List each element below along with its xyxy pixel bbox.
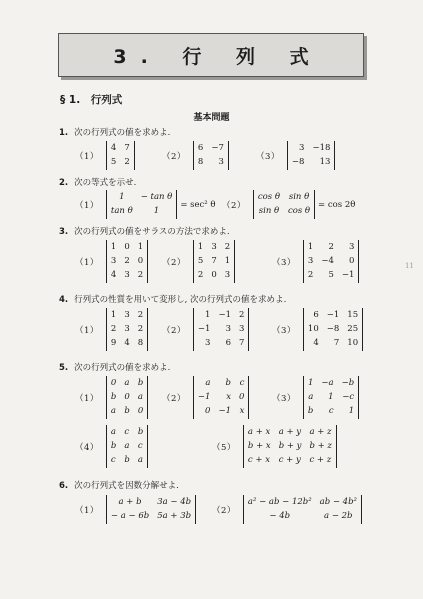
determinant xyxy=(243,495,362,524)
problem-5-item-1 xyxy=(75,376,148,419)
matrix-entry: a xyxy=(124,378,130,388)
determinant xyxy=(253,190,315,219)
matrix-entry: 2 xyxy=(110,324,117,334)
matrix-entry: sin θ xyxy=(258,206,280,216)
matrix-entry: 3 xyxy=(348,242,355,252)
matrix-entry: − 4b xyxy=(269,511,291,521)
problem-5-item-3 xyxy=(272,376,359,419)
matrix-entry: 7 xyxy=(124,143,130,153)
matrix-entry: 10 xyxy=(347,338,359,348)
problem-statement: 次の等式を示せ. xyxy=(74,178,137,188)
matrix-entry: x xyxy=(239,406,245,416)
matrix-entry: a + x xyxy=(247,427,271,437)
problem-5-item-2 xyxy=(162,376,249,419)
matrix-entry: ab − 4b² xyxy=(319,497,357,507)
matrix-entry: 2 xyxy=(137,324,144,334)
matrix-entry: 3 xyxy=(299,143,305,153)
matrix-entry: c xyxy=(137,441,143,451)
item-label: （1） xyxy=(75,151,99,162)
determinant xyxy=(303,376,359,419)
matrix-entry: −4 xyxy=(321,256,334,266)
matrix-entry: a xyxy=(137,455,143,465)
matrix-entry: c xyxy=(239,378,245,388)
matrix-entry: b xyxy=(225,378,231,388)
problem-number: 5. xyxy=(59,363,69,373)
matrix-entry: 1 xyxy=(153,206,160,216)
matrix-entry: b xyxy=(110,392,117,402)
matrix-entry: a xyxy=(137,392,143,402)
matrix-entry: 3 xyxy=(124,310,130,320)
matrix-entry: 3 xyxy=(224,270,231,280)
matrix-entry: a + y xyxy=(278,427,302,437)
matrix-entry: 0 xyxy=(110,378,117,388)
matrix-entry: −a xyxy=(321,378,334,388)
problem-1-item-3 xyxy=(256,141,335,170)
item-label: （2） xyxy=(162,393,186,404)
matrix-entry: 3 xyxy=(218,157,224,167)
matrix-entry: −18 xyxy=(312,143,331,153)
matrix-entry: a xyxy=(124,441,130,451)
matrix-entry: b xyxy=(137,378,144,388)
matrix-entry: −1 xyxy=(218,406,231,416)
item-label: （3） xyxy=(272,393,296,404)
side-mark: 11 xyxy=(405,262,414,270)
matrix-entry: 2 xyxy=(328,242,334,252)
equation-rhs: = sec² θ xyxy=(180,199,216,210)
item-label: （2） xyxy=(212,505,236,516)
item-label: （2） xyxy=(162,257,186,268)
matrix-entry: b + y xyxy=(278,441,302,451)
problem-number: 4. xyxy=(59,295,69,305)
chapter-title: 3. 行 列 式 xyxy=(113,45,323,68)
matrix-entry: 2 xyxy=(124,256,130,266)
matrix-entry: 2 xyxy=(238,310,245,320)
problem-3-item-1 xyxy=(75,240,148,283)
matrix-entry: 8 xyxy=(137,338,144,348)
matrix-entry: 3 xyxy=(225,324,231,334)
matrix-entry: c + x xyxy=(247,455,271,465)
problem-5-item-4 xyxy=(75,425,148,468)
matrix-entry: a xyxy=(308,392,314,402)
problem-5-heading xyxy=(59,361,170,373)
matrix-entry: −8 xyxy=(291,157,305,167)
matrix-entry: 0 xyxy=(211,270,217,280)
item-label: （2） xyxy=(162,151,186,162)
matrix-entry: 6 xyxy=(313,310,319,320)
matrix-entry: 1 xyxy=(110,242,117,252)
item-label: （3） xyxy=(256,151,280,162)
matrix-entry: 0 xyxy=(348,256,355,266)
equation-rhs: = cos 2θ xyxy=(318,199,356,210)
matrix-entry: 1 xyxy=(348,406,355,416)
matrix-entry: a xyxy=(110,406,116,416)
item-label: （1） xyxy=(75,505,99,516)
matrix-entry: a + z xyxy=(309,427,332,437)
problem-1-item-2 xyxy=(162,141,229,170)
matrix-entry: b xyxy=(124,406,130,416)
matrix-entry: 0 xyxy=(137,406,144,416)
problem-2-item-2 xyxy=(222,190,355,219)
matrix-entry: 10 xyxy=(307,324,319,334)
matrix-entry: 2 xyxy=(224,242,231,252)
item-label: （4） xyxy=(75,442,99,453)
matrix-entry: b xyxy=(124,455,130,465)
matrix-entry: c xyxy=(124,427,130,437)
matrix-entry: c xyxy=(110,455,116,465)
matrix-entry: c + y xyxy=(278,455,301,465)
determinant xyxy=(106,376,148,419)
item-label: （5） xyxy=(212,442,236,453)
item-label: （3） xyxy=(272,257,296,268)
matrix-entry: a + b xyxy=(118,497,142,507)
item-label: （1） xyxy=(75,325,99,336)
matrix-entry: 1 xyxy=(224,256,231,266)
matrix-entry: −1 xyxy=(197,392,211,402)
matrix-entry: 3 xyxy=(110,256,117,266)
matrix-entry: 1 xyxy=(307,378,314,388)
matrix-entry: 13 xyxy=(319,157,331,167)
matrix-entry: 5 xyxy=(328,270,334,280)
problem-statement: 次の行列式を因数分解せよ. xyxy=(74,481,179,491)
determinant xyxy=(243,425,337,468)
matrix-entry: b xyxy=(307,406,314,416)
item-label: （2） xyxy=(222,200,246,211)
matrix-entry: 1 xyxy=(205,310,211,320)
matrix-entry: 4 xyxy=(124,338,130,348)
problem-4-heading xyxy=(59,293,286,305)
matrix-entry: 1 xyxy=(307,242,314,252)
determinant xyxy=(303,308,363,351)
item-label: （1） xyxy=(75,257,99,268)
problem-3-item-3 xyxy=(272,240,359,283)
determinant xyxy=(106,495,196,524)
determinant xyxy=(106,308,148,351)
matrix-entry: −1 xyxy=(197,324,211,334)
problem-3-item-2 xyxy=(162,240,235,283)
item-label: （1） xyxy=(75,393,99,404)
matrix-entry: −1 xyxy=(341,270,355,280)
matrix-entry: 4 xyxy=(313,338,319,348)
chapter-banner xyxy=(58,33,364,77)
matrix-entry: 2 xyxy=(137,310,144,320)
matrix-entry: 3 xyxy=(238,324,245,334)
problem-3-heading xyxy=(59,225,230,237)
matrix-entry: 2 xyxy=(124,157,130,167)
matrix-entry: 1 xyxy=(119,192,125,202)
matrix-entry: tan θ xyxy=(110,206,133,216)
section-title: § 1. 行列式 xyxy=(60,94,123,106)
matrix-entry: 3 xyxy=(124,324,130,334)
determinant xyxy=(106,190,177,219)
matrix-entry: c xyxy=(328,406,334,416)
matrix-entry: 3 xyxy=(307,256,314,266)
matrix-entry: a xyxy=(110,427,116,437)
matrix-entry: 1 xyxy=(328,392,334,402)
determinant xyxy=(193,376,249,419)
problem-4-item-3 xyxy=(272,308,363,351)
matrix-entry: 0 xyxy=(238,392,245,402)
problem-number: 1. xyxy=(59,128,69,138)
matrix-entry: 3 xyxy=(205,338,211,348)
determinant xyxy=(287,141,335,170)
item-label: （3） xyxy=(272,325,296,336)
matrix-entry: 1 xyxy=(137,242,144,252)
problem-number: 6. xyxy=(59,481,69,491)
problem-1-heading xyxy=(59,126,170,138)
matrix-entry: 9 xyxy=(110,338,117,348)
matrix-entry: x xyxy=(226,392,231,402)
matrix-entry: sin θ xyxy=(288,192,310,202)
matrix-entry: − a − 6b xyxy=(110,511,150,521)
matrix-entry: a² − ab − 12b² xyxy=(247,497,312,507)
problem-4-item-1 xyxy=(75,308,148,351)
matrix-entry: 2 xyxy=(197,270,204,280)
problem-statement: 次の行列式の値をサラスの方法で求めよ. xyxy=(74,227,230,237)
matrix-entry: cos θ xyxy=(257,192,280,202)
matrix-entry: 4 xyxy=(110,143,117,153)
determinant xyxy=(193,308,249,351)
matrix-entry: 3 xyxy=(211,242,217,252)
matrix-entry: 15 xyxy=(347,310,359,320)
problem-statement: 次の行列式の値を求めよ. xyxy=(74,128,171,138)
determinant xyxy=(106,425,148,468)
matrix-entry: 8 xyxy=(197,157,204,167)
problem-4-item-2 xyxy=(162,308,249,351)
matrix-entry: 2 xyxy=(307,270,314,280)
matrix-entry: 3a − 4b xyxy=(157,497,192,507)
problem-statement: 次の行列式の値を求めよ. xyxy=(74,363,171,373)
matrix-entry: 5 xyxy=(197,256,204,266)
matrix-entry: −8 xyxy=(326,324,340,334)
matrix-entry: 4 xyxy=(110,270,117,280)
matrix-entry: 5 xyxy=(110,157,117,167)
matrix-entry: c + z xyxy=(309,455,332,465)
matrix-entry: 0 xyxy=(205,406,211,416)
matrix-entry: a xyxy=(205,378,211,388)
determinant xyxy=(193,141,229,170)
matrix-entry: 7 xyxy=(333,338,340,348)
matrix-entry: −1 xyxy=(326,310,340,320)
problem-5-item-5 xyxy=(212,425,337,468)
matrix-entry: 0 xyxy=(124,242,130,252)
matrix-entry: b xyxy=(137,427,144,437)
matrix-entry: − tan θ xyxy=(140,192,173,202)
matrix-entry: 5a + 3b xyxy=(157,511,192,521)
matrix-entry: −c xyxy=(342,392,355,402)
matrix-entry: 1 xyxy=(110,310,117,320)
problem-6-item-1 xyxy=(75,495,196,524)
problem-1-item-1 xyxy=(75,141,135,170)
determinant xyxy=(193,240,235,283)
matrix-entry: 0 xyxy=(137,256,144,266)
matrix-entry: 0 xyxy=(124,392,130,402)
matrix-entry: 2 xyxy=(137,270,144,280)
matrix-entry: −b xyxy=(341,378,355,388)
matrix-entry: 7 xyxy=(238,338,245,348)
determinant xyxy=(106,240,148,283)
item-label: （1） xyxy=(75,200,99,211)
matrix-entry: b + z xyxy=(309,441,332,451)
matrix-entry: 25 xyxy=(347,324,359,334)
matrix-entry: b + x xyxy=(247,441,271,451)
problem-2-heading xyxy=(59,176,136,188)
item-label: （2） xyxy=(162,325,186,336)
matrix-entry: 3 xyxy=(124,270,130,280)
matrix-entry: −1 xyxy=(218,310,231,320)
problem-number: 3. xyxy=(59,227,69,237)
matrix-entry: 6 xyxy=(225,338,231,348)
problem-number: 2. xyxy=(59,178,69,188)
determinant xyxy=(303,240,359,283)
subsection-title: 基本問題 xyxy=(193,113,230,123)
matrix-entry: 6 xyxy=(197,143,204,153)
problem-6-item-2 xyxy=(212,495,362,524)
problem-6-heading xyxy=(59,479,179,491)
matrix-entry: b xyxy=(110,441,117,451)
determinant xyxy=(106,141,135,170)
matrix-entry: −7 xyxy=(211,143,224,153)
matrix-entry: a − 2b xyxy=(324,511,353,521)
problem-2-item-1 xyxy=(75,190,216,219)
matrix-entry: cos θ xyxy=(287,206,311,216)
problem-statement: 行列式の性質を用いて変形し, 次の行列式の値を求めよ. xyxy=(74,295,287,305)
matrix-entry: 7 xyxy=(211,256,217,266)
matrix-entry: 1 xyxy=(197,242,204,252)
